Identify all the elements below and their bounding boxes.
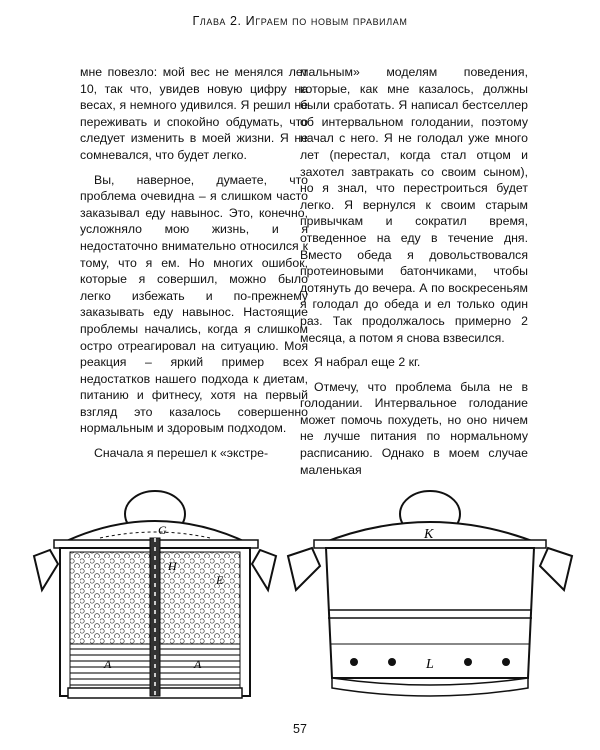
label-a: A <box>194 657 202 671</box>
right-column <box>300 64 528 478</box>
paragraph: мальным» моделям поведения, которые, как мне казалось, должны были сработать. Я написал бестселлер об интервальном голодании, поэтому начал с него. Я не голодал уже много лет (перестал, когда стал отцом и захотел завтракать со своим сыном), но я знал, что перестроиться будет легко. Я вернулся к своим старым привычкам и сократил время, отведенное на еду в течение дня. Вместо обеда я довольствовался протеиновыми батончиками, чтобы дотянуть до вечера. А по воскресеньям я голодал до обеда и ел только один раз. Так продолжалось примерно 2 месяца, а потом я снова взвесился. <box>300 65 528 345</box>
paragraph: Отмечу, что проблема была не в голодании. Интервальное голодание может помочь похудеть, но оно ничем не лучше питания по нормальному расписанию. Однако в моем случае маленькая <box>300 379 528 477</box>
paragraph: Сначала я перешел к «экстре- <box>94 446 269 461</box>
pot-cross-section <box>34 491 276 698</box>
page-number: 57 <box>293 722 307 736</box>
paragraph: Вы, наверное, думаете, что проблема очевидна – я слишком часто заказывал еду навынос. Это, конечно, усложняло мою жизнь, и я недостаточно внимательно относился к тому, что я ем. Но многих ошибок, которые я совершил, можно было легко избежать и по-прежнему заказывать еду навынос. Настоящие проблемы начались, когда я слишком остро отреагировал на ситуацию. Моя реакция – яркий пример всех недостатков нашего подхода к диетам, питанию и фитнесу, хотя на первый взгляд это казалось совершенно нормальным и здоровым подходом. <box>80 172 308 436</box>
label-a: A <box>104 657 112 671</box>
label-k: K <box>424 527 434 542</box>
label-l: L <box>426 657 434 672</box>
label-h: H <box>168 559 177 573</box>
chapter-header: Глава 2. Играем по новым правилам <box>192 14 408 28</box>
left-column <box>80 64 308 462</box>
label-g: G <box>158 523 167 537</box>
pot-elevation <box>288 491 572 696</box>
patent-illustration <box>30 478 575 710</box>
paragraph: Я набрал еще 2 кг. <box>314 355 421 370</box>
paragraph: мне повезло: мой вес не менялся лет 10, так что, увидев новую цифру на весах, я немного удивился. Я решил не переживать и спокойно обдумать, что следует изменить в моей жизни. Я не сомневался, что будет легко. <box>80 65 308 162</box>
label-e: E <box>216 573 224 587</box>
